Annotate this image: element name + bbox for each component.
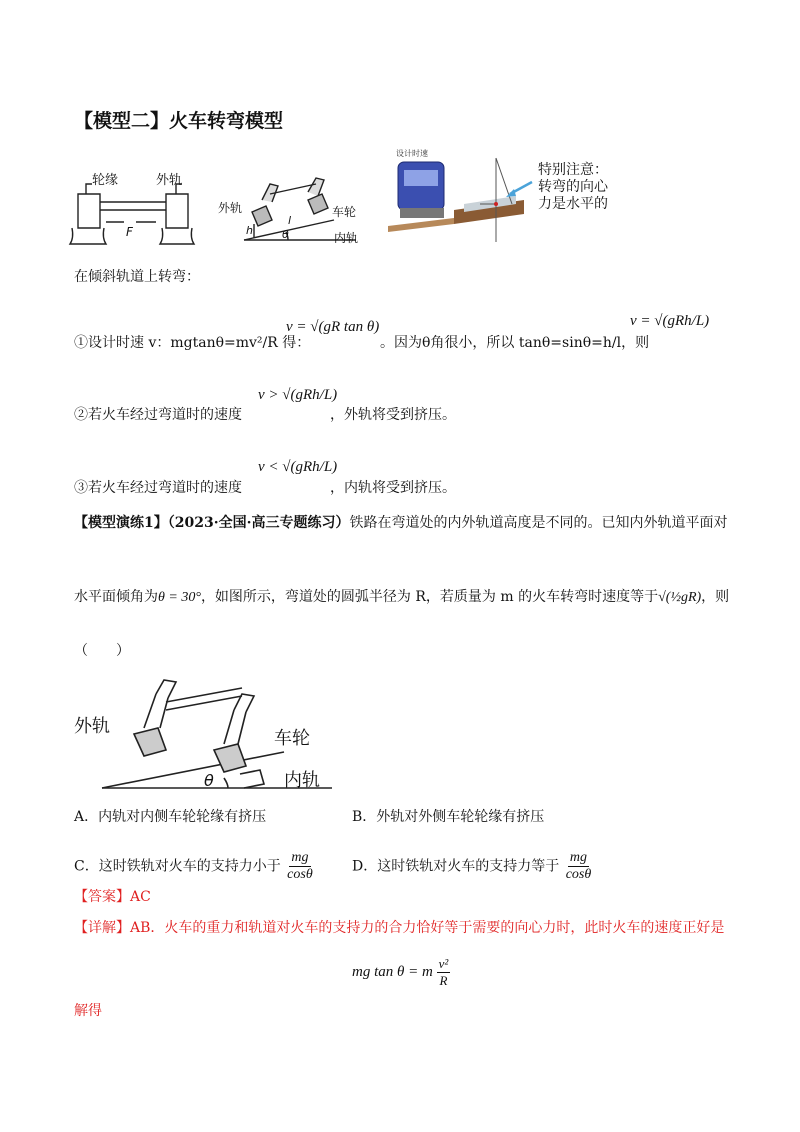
outer-rail-label: 外轨	[156, 173, 183, 188]
option-c[interactable]	[74, 850, 315, 883]
exercise-angle: θ = 30°	[158, 590, 201, 605]
equation-num: v²	[438, 956, 449, 971]
exercise-tag: 【模型演练1】	[74, 515, 168, 531]
intro-text: 在倾斜轨道上转弯：	[74, 269, 200, 285]
option-d[interactable]	[352, 850, 593, 883]
note-line-1: 特别注意：	[538, 162, 608, 178]
answer: 【答案】AC	[74, 889, 151, 905]
detail-line	[74, 919, 724, 937]
fig2-inner-rail-label: 内轨	[334, 231, 359, 245]
exercise-text-1: 铁路在弯道处的内外轨道高度是不同的。已知内外轨道平面对	[349, 515, 728, 531]
detail-tag: 【详解】	[74, 920, 130, 936]
item3-prefix: ③若火车经过弯道时的速度	[74, 480, 242, 496]
exercise-text-2b: ，如图所示，弯道处的圆弧半径为 R，若质量为 m 的火车转弯时速度等于	[200, 589, 659, 605]
detail-text: AB．火车的重力和轨道对火车的支持力的合力恰好等于需要的向心力时，此时火车的速度正好是	[130, 920, 725, 936]
exercise-theta-label: θ	[204, 771, 214, 790]
exercise-text-2c: ，则	[701, 589, 730, 605]
item3-suffix: ，内轨将受到挤压。	[330, 480, 456, 496]
option-c-fraction	[285, 850, 315, 883]
special-note	[538, 162, 608, 213]
section-heading: 【模型二】火车转弯模型	[74, 110, 284, 132]
item1-result: v = √(gRh/L)	[630, 313, 710, 329]
equation-lhs: mg tan θ = m	[352, 963, 433, 980]
exercise-line-1	[74, 514, 727, 532]
solve-label: 解得	[74, 1003, 102, 1019]
option-d-text: D．这时铁轨对火车的支持力等于	[352, 858, 560, 875]
item2-suffix: ，外轨将受到挤压。	[330, 407, 456, 423]
note-line-3: 力是水平的	[538, 196, 608, 212]
option-a[interactable]: A．内轨对内侧车轮轮缘有挤压	[74, 809, 267, 825]
exercise-wheel-label: 车轮	[274, 728, 310, 749]
exercise-inner-rail-label: 内轨	[284, 770, 320, 791]
photo-caption: 设计时速	[396, 149, 428, 158]
equation	[352, 956, 450, 989]
answer-parentheses: （ ）	[74, 643, 130, 659]
exercise-outer-rail-label: 外轨	[74, 716, 110, 737]
fig2-outer-rail-label: 外轨	[218, 201, 243, 215]
option-d-frac-den: cosθ	[565, 867, 592, 882]
exercise-track-figure	[74, 674, 344, 794]
inclined-track-figure	[216, 176, 364, 248]
note-line-2: 转弯的向心	[538, 179, 608, 195]
item1-suffix: 。因为θ角很小，所以 tanθ=sinθ=h/l，则	[380, 335, 650, 351]
fig2-theta-label: θ	[282, 228, 289, 241]
item2-formula: v > √(gRh/L)	[258, 387, 338, 403]
fig2-h-label: h	[246, 224, 253, 237]
exercise-speed: √(½gR)	[658, 590, 702, 605]
wheel-flange-figure	[66, 166, 206, 248]
fig2-wheel-label: 车轮	[332, 205, 357, 219]
exercise-text-2a: 水平面倾角为	[74, 589, 158, 605]
equation-fraction	[437, 956, 451, 989]
exercise-line-2	[74, 588, 729, 607]
option-c-frac-num: mg	[291, 850, 309, 865]
item2-prefix: ②若火车经过弯道时的速度	[74, 407, 242, 423]
item1-formula: v = √(gR tan θ)	[286, 319, 380, 335]
fig2-l-label: l	[288, 214, 292, 227]
exercise-source: （2023·全国·高三专题练习）	[167, 515, 350, 531]
option-d-fraction	[564, 850, 594, 883]
item3-formula: v < √(gRh/L)	[258, 459, 338, 475]
option-b[interactable]: B．外轨对外侧车轮轮缘有挤压	[352, 809, 545, 825]
option-c-text: C．这时铁轨对火车的支持力小于	[74, 858, 281, 875]
item1-prefix: ①设计时速 v：mgtanθ=mv²/R 得：	[74, 335, 311, 351]
wheel-flange-label: 轮缘	[92, 173, 119, 188]
option-d-frac-num: mg	[569, 850, 588, 865]
note-arrow-icon	[502, 178, 536, 200]
force-label: F	[126, 225, 133, 239]
equation-den: R	[439, 973, 448, 988]
option-c-frac-den: cosθ	[287, 867, 313, 882]
